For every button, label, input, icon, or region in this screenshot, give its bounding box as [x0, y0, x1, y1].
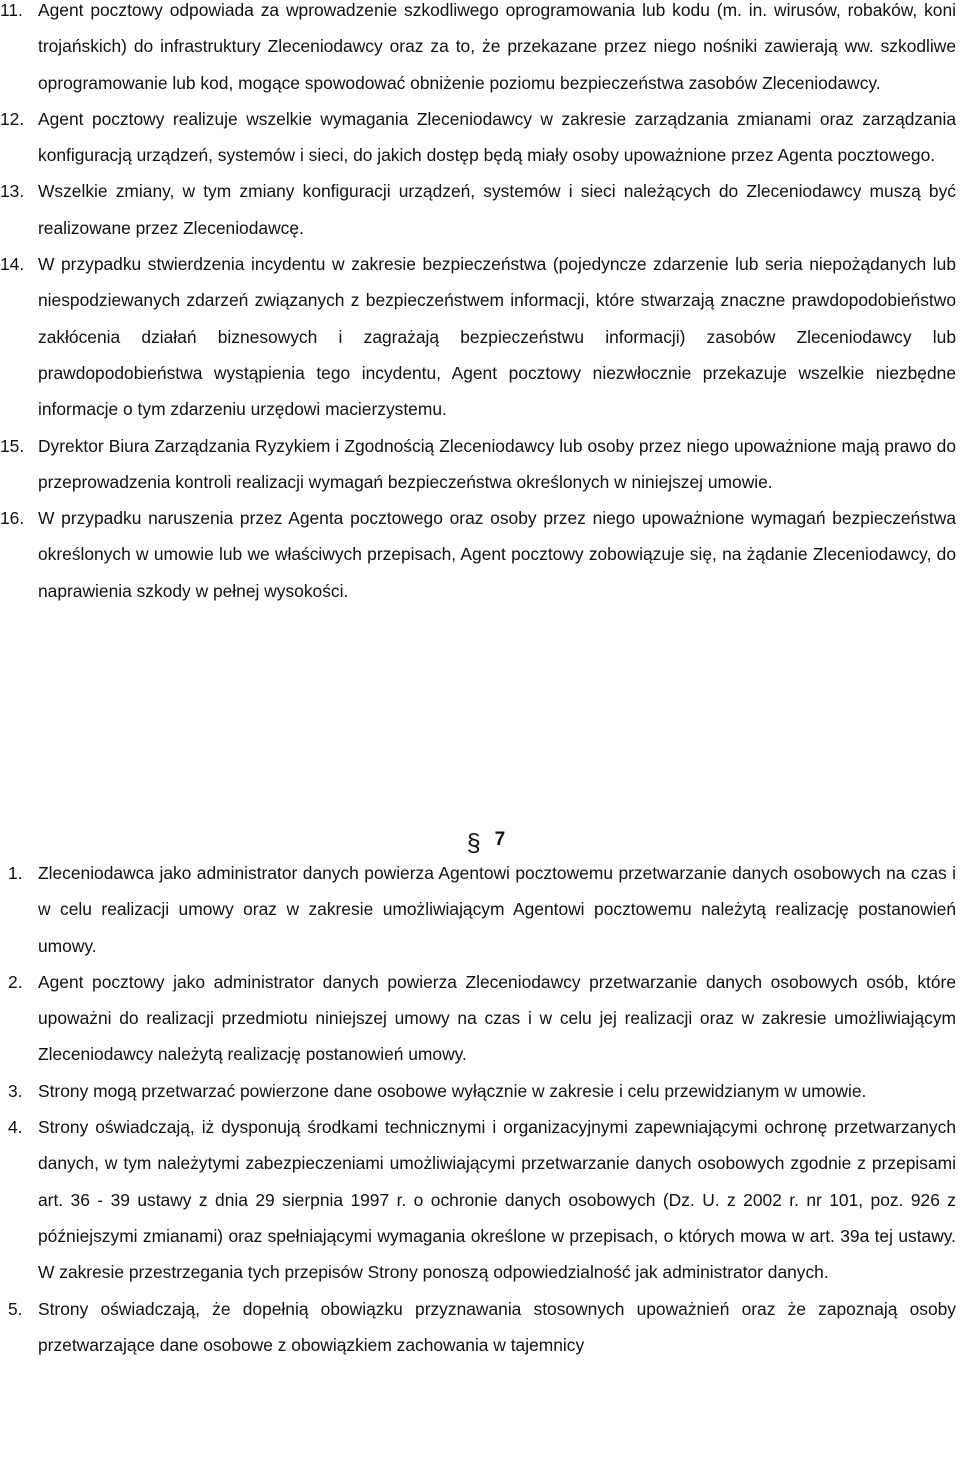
item-text: Strony oświadczają, iż dysponują środkami technicznymi i organizacyjnymi zapewniającymi ochronę przetwarzanych danych, w tym należytymi zabezpieczeniami umożliwiającymi przetwarzanie danych osobowych zgodnie z przepisami art. 36 - 39 ustawy z dnia 29 sierpnia 1997 r. o ochronie danych osobowych (Dz. U. z 2002 r. nr 101, poz. 926 z późniejszymi zmianami) oraz spełniającymi wymagania określone w przepisach, o których mowa w art. 39a tej ustawy. W zakresie przestrzegania tych przepisów Strony ponoszą odpowiedzialność jak administrator danych.: [38, 1117, 956, 1283]
item-number: 1.: [8, 863, 23, 883]
list-item: [0, 0, 958, 101]
item-text: W przypadku stwierdzenia incydentu w zakresie bezpieczeństwa (pojedyncze zdarzenie lub seria niepożądanych lub niespodziewanych zdarzeń związanych z bezpieczeństwem informacji, które stwarzają znaczne prawdopodobieństwo zakłócenia działań biznesowych i zagrażają bezpieczeństwu informacji) zasobów Zleceniodawcy lub prawdopodobieństwa wystąpienia tego incydentu, Agent pocztowy niezwłocznie przekazuje wszelkie niezbędne informacje o tym zdarzeniu urzędowi macierzystemu.: [38, 254, 956, 420]
list-item: [0, 428, 958, 501]
item-number: 13.: [0, 181, 25, 202]
item-number: 4.: [8, 1117, 23, 1138]
numbered-list-top: [0, 0, 958, 609]
list-item: [0, 1073, 958, 1109]
list-item: [0, 1291, 958, 1364]
item-number: 15.: [0, 435, 25, 456]
item-text: Strony mogą przetwarzać powierzone dane osobowe wyłącznie w zakresie i celu przewidzianym w umowie.: [38, 1080, 867, 1101]
item-text: Agent pocztowy realizuje wszelkie wymagania Zleceniodawcy w zakresie zarządzania zmianami oraz zarządzania konfiguracją urządzeń, systemów i sieci, do jakich dostęp będą miały osoby upoważnione przez Agenta pocztowego.: [38, 108, 956, 166]
list-item: [0, 246, 958, 427]
list-item: [0, 964, 958, 1073]
item-text: Wszelkie zmiany, w tym zmiany konfiguracji urządzeń, systemów i sieci należących do Zleceniodawcy muszą być realizowane przez Zleceniodawcę.: [38, 181, 956, 238]
numbered-list-section: [0, 855, 958, 1363]
list-item: [0, 855, 958, 964]
item-text: Dyrektor Biura Zarządzania Ryzykiem i Zgodnością Zleceniodawcy lub osoby przez niego upoważnione mają prawo do przeprowadzenia kontroli realizacji wymagań bezpieczeństwa określonych w niniejszej umowie.: [38, 435, 956, 492]
item-text: Zleceniodawca jako administrator danych powierza Agentowi pocztowemu przetwarzanie danych osobowych na czas i w celu realizacji umowy oraz w zakresie umożliwiającym Agentowi pocztowemu należytą realizację postanowień umowy.: [38, 863, 956, 956]
item-text: Agent pocztowy odpowiada za wprowadzenie szkodliwego oprogramowania lub kodu (m. in. wirusów, robaków, koni trojańskich) do infrastruktury Zleceniodawcy oraz za to, że przekazane przez niego nośniki zawierają ww. szkodliwe oprogramowanie lub kod, mogące spowodować obniżenie poziomu bezpieczeństwa zasobów Zleceniodawcy.: [38, 0, 956, 93]
item-text: W przypadku naruszenia przez Agenta pocztowego oraz osoby przez niego upoważnione wymagań bezpieczeństwa określonych w umowie lub we właściwych przepisach, Agent pocztowy zobowiązuje się, na żądanie Zleceniodawcy, do naprawienia szkody w pełnej wysokości.: [38, 508, 956, 601]
item-number: 12.: [0, 108, 25, 129]
item-number: 16.: [0, 508, 25, 529]
section-heading: [0, 820, 960, 857]
item-number: 11.: [0, 0, 23, 20]
item-number: 14.: [0, 254, 25, 275]
list-item: [0, 1109, 958, 1290]
section-number: 7: [494, 829, 506, 850]
item-number: 3.: [8, 1080, 23, 1101]
item-number: 5.: [8, 1298, 23, 1319]
item-number: 2.: [8, 971, 23, 992]
list-item: [0, 173, 958, 246]
section-symbol: §: [466, 829, 481, 857]
item-text: Strony oświadczają, że dopełnią obowiązku przyznawania stosownych upoważnień oraz że zapoznają osoby przetwarzające dane osobowe z obowiązkiem zachowania w tajemnicy: [38, 1298, 956, 1355]
list-item: [0, 500, 958, 609]
item-text: Agent pocztowy jako administrator danych powierza Zleceniodawcy przetwarzanie danych osobowych osób, które upoważni do realizacji przedmiotu niniejszej umowy na czas i w celu jej realizacji oraz w zakresie umożliwiającym Zleceniodawcy należytą realizację postanowień umowy.: [38, 971, 956, 1065]
list-item: [0, 101, 958, 174]
